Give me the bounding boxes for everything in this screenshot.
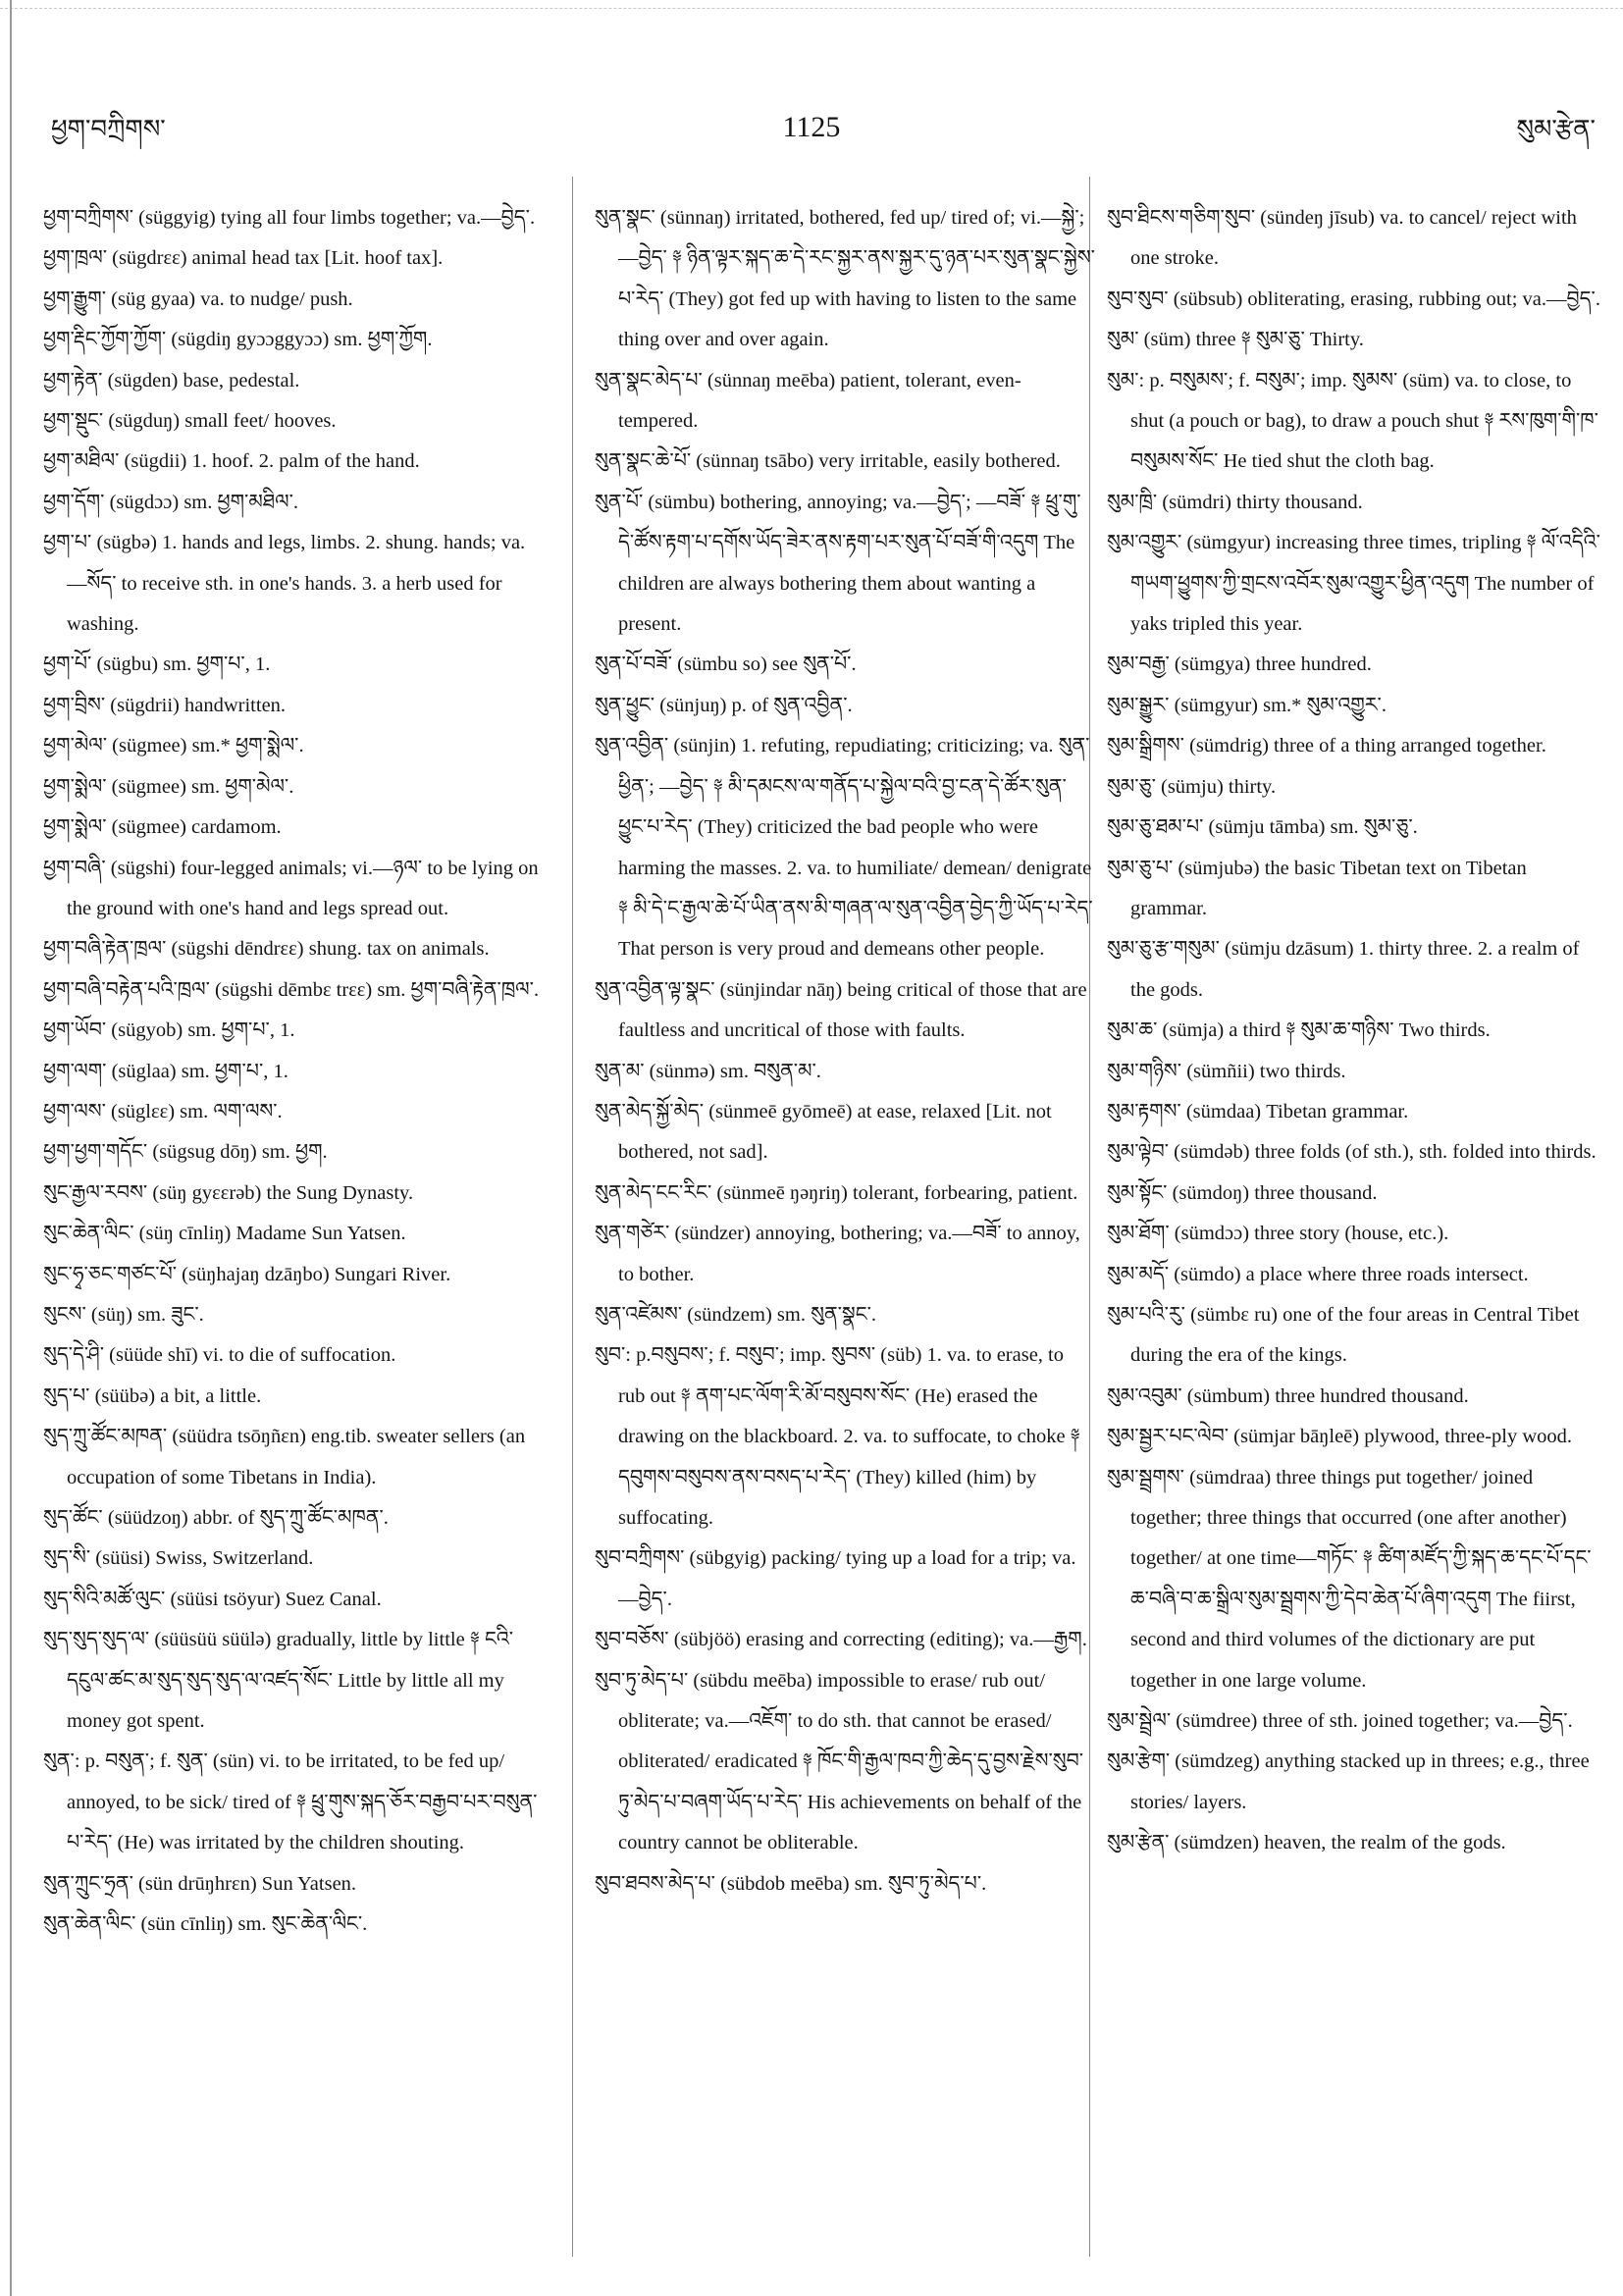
dictionary-entry: ཕྱག་ཁྲལ་ (sügdrεε) animal head tax [Lit. hoof tax]. [43,247,444,270]
dictionary-entry: སུབ་ཐིངས་གཅིག་སུབ་ (sündeŋ jīsub) va. to cancel/ reject with one stroke. [1107,207,1577,270]
dictionary-entry: སུམ་སྦྲེལ་ (sümdree) three of sth. joined together; va.—བྱེད་. [1107,1710,1573,1733]
dictionary-entry: སུབ་བཀྲིགས་ (sübgyig) packing/ tying up a load for a trip; va.—བྱེད་. [595,1547,1076,1610]
dictionary-entry: སུམ་ཅུ་པ་ (sümjubə) the basic Tibetan text on Tibetan grammar. [1107,857,1527,919]
dictionary-entry: ཕྱག་ཡོབ་ (sügyob) sm. ཕྱག་པ་, 1. [43,1019,295,1042]
page-left-edge [10,0,12,2296]
dictionary-entry: སུམ་བརྒྱ་ (sümgya) three hundred. [1107,653,1372,676]
dictionary-entry: སུམ་སྦྲགས་ (sümdraa) three things put together/ joined together; three things that occurred (one after another) together/ at one time—གཏོང་ ༈ ཚིག་མཛོད་ཀྱི་སྐད་ཆ་དང་པོ་དང་ཆ་བཞི་བ་ཆ་སྒྲིལ་སུམ་སྦྲགས་ཀྱི་དེབ་ཆེན་པོ་ཞིག་འདུག The fiirst, second and third volumes of the dictionary are put together in one large volume. [1107,1466,1592,1692]
dictionary-entry: སུབ་: p.བསུབས་; f. བསུབ་; imp. སུབས་ (süb) 1. va. to erase, to rub out ༈ ནག་པང་ལོག་རི་མོ་བསུབས་སོང་ (He) erased the drawing on the blackboard. 2. va. to suffocate, to choke ༈ དབུགས་བསུབས་ནས་བསད་པ་རེད་ (They) killed (him) by suffocating. [595,1344,1080,1529]
dictionary-entry: སུན་སྣང་ (sünnaŋ) irritated, bothered, fed up/ tired of; vi.—སྐྱེ་; —བྱེད་ ༈ ཉིན་ལྟར་སྐད་ཆ་དེ་རང་སྐྱར་ནས་སྐྱར་དུ་ཉན་པར་སུན་སྣང་སྐྱེས་པ་རེད་ (They) got fed up with having to listen to the same thing over and over again. [595,207,1095,351]
dictionary-entry: སུམ་སྟོང་ (sümdoŋ) three thousand. [1107,1181,1378,1204]
dictionary-entry: སུབ་ཐབས་མེད་པ་ (sübdob meēba) sm. སུབ་ཏུ་མེད་པ་. [595,1872,987,1895]
dictionary-entry: སུམ་སྒྱུར་ (sümgyur) sm.* སུམ་འགྱུར་. [1107,694,1387,716]
dictionary-entry: སུམ་འབུམ་ (sümbum) three hundred thousand. [1107,1384,1469,1407]
dictionary-entry: ཕྱག་ཕྱག་གདོང་ (sügsug dōŋ) sm. ཕྱག. [43,1141,328,1164]
dictionary-entry: སུན་སྣང་མེད་པ་ (sünnaŋ meēba) patient, tolerant, even-tempered. [595,369,1021,433]
dictionary-entry: སུན་འཛེམས་ (sündzem) sm. སུན་སྣང་. [595,1303,877,1326]
dictionary-entry: སུང་རྒྱལ་རབས་ (süŋ gyεεrəb) the Sung Dynasty. [43,1181,414,1204]
dictionary-entry: སུམ་རྩེན་ (sümdzen) heaven, the realm of the gods. [1107,1832,1506,1854]
dictionary-entry: སུམ་ཐོག་ (sümdɔɔ) three story (house, etc.). [1107,1223,1449,1245]
dictionary-entry: སུམ་: p. བསུམས་; f. བསུམ་; imp. སུམས་ (süm) va. to close, to shut (a pouch or bag), to draw a pouch shut ༈ རས་ཁུག་གི་ཁ་བསུམས་སོང་ He tied shut the cloth bag. [1107,369,1598,473]
dictionary-entry: ཕྱག་བཞི་ (sügshi) four-legged animals; vi.—ཉལ་ to be lying on the ground with one's hand and legs spread out. [43,857,539,919]
dictionary-entry: སུན་ཆེན་ལིང་ (sün cīnliŋ) sm. སུང་ཆེན་ལིང་. [43,1913,368,1936]
dictionary-entry: སུད་ཚོང་ (süüdzoŋ) abbr. of སུད་ཀྲུ་ཚོང་མཁན་. [43,1507,389,1529]
dictionary-entry: སུན་འབྱིན་ལྟ་སྣང་ (sünjindar nāŋ) being critical of those that are faultless and uncritical of those with faults. [595,978,1087,1042]
dictionary-entry: སུན་: p. བསུན་; f. སུན་ (sün) vi. to be irritated, to be fed up/ annoyed, to be sick/ tired of ༈ ཕྲུ་གུས་སྐད་ཅོར་བརྒྱབ་པར་བསུན་པ་རེད་ (He) was irritated by the children shouting. [43,1750,538,1854]
dictionary-entry: སུན་པོ་བཟོ་ (sümbu so) see སུན་པོ་. [595,653,857,676]
dictionary-entry: སུད་སི་ (süüsi) Swiss, Switzerland. [43,1547,314,1570]
dictionary-entry: སུངས་ (süŋ) sm. ཟུང་. [43,1303,204,1326]
dictionary-entry: སུམ་ (süm) three ༈ སུམ་ཅུ་ Thirty. [1107,329,1364,351]
column-middle [595,198,1095,1905]
dictionary-entry: སུབ་བཅོས་ (sübjöö) erasing and correcting (editing); va.—རྒྱག. [595,1629,1087,1651]
guide-word-right: སུམ་རྩེན་ [1516,115,1596,143]
dictionary-entry: སུབ་སུབ་ (sübsub) obliterating, erasing, rubbing out; va.—བྱེད་. [1107,287,1600,310]
dictionary-entry: སུང་ཧྭ་ཅང་གཙང་པོ་ (süŋhajaŋ dzāŋbo) Sungari River. [43,1263,451,1285]
dictionary-entry: ཕྱག་བཞི་རྟེན་ཁྲལ་ (sügshi dēndrεε) shung. tax on animals. [43,938,490,961]
dictionary-entry: སུན་མེད་སྐྱོ་མེད་ (sünmeē gyōmeē) at ease, relaxed [Lit. not bothered, not sad]. [595,1100,1052,1164]
dictionary-entry: སུམ་ཅུ་རྩ་གསུམ་ (sümju dzāsum) 1. thirty three. 2. a realm of the gods. [1107,938,1580,1001]
dictionary-entry: ཕྱག་བཞི་བརྟེན་པའི་ཁྲལ་ (sügshi dēmbε trεε) sm. ཕྱག་བཞི་རྟེན་ཁྲལ་. [43,978,540,1001]
dictionary-entry: སུམ་སྦྱར་པང་ལེབ་ (sümjar bāŋleē) plywood, three-ply wood. [1107,1426,1573,1448]
dictionary-entry: སུམ་ལྟེབ་ (sümdəb) three folds (of sth.), sth. folded into thirds. [1107,1141,1597,1164]
dictionary-entry: ཕྱག་རྒྱུག་ (süg gyaa) va. to nudge/ push. [43,287,353,310]
dictionary-entry: སུམ་མདོ་ (sümdo) a place where three roads intersect. [1107,1263,1529,1285]
guide-word-left: ཕྱག་བཀྲིགས་ [51,115,166,143]
dictionary-entry: སུན་མ་ (sünmə) sm. བསུན་མ་. [595,1060,821,1082]
dictionary-entry: སུམ་འགྱུར་ (sümgyur) increasing three times, tripling ༈ ལོ་འདིའི་གཡག་ཕྱུགས་ཀྱི་གྲངས་འབོར་སུམ་འགྱུར་ཕྱིན་འདུག The number of yaks tripled this year. [1107,532,1600,636]
dictionary-entry: ཕྱག་པོ་ (sügbu) sm. ཕྱག་པ་, 1. [43,653,271,676]
dictionary-entry: སུམ་རྟགས་ (sümdaa) Tibetan grammar. [1107,1100,1409,1122]
dictionary-entry: ཕྱག་ལས་ (süglεε) sm. ལག་ལས་. [43,1100,283,1122]
dictionary-entry: སུམ་ཅུ་ཐམ་པ་ (sümju tāmba) sm. སུམ་ཅུ་. [1107,816,1418,839]
dictionary-entry: ཕྱག་སྨེལ་ (sügmee) sm. ཕྱག་མེལ་. [43,775,294,798]
dictionary-entry: སུན་འབྱིན་ (sünjin) 1. refuting, repudiating; criticizing; va. སུན་ཕྱིན་; —བྱེད་ ༈ མི་དམངས་ལ་གནོད་པ་སྐྱེལ་བའི་བྱ་ངན་དེ་ཚོར་སུན་ཕྱུང་པ་རེད་ (They) criticized the bad people who were harming the masses. 2. va. to humiliate/ demean/ denigrate ༈ མི་དེ་ང་རྒྱལ་ཆེ་པོ་ཡིན་ནས་མི་གཞན་ལ་སུན་འབྱིན་བྱེད་ཀྱི་ཡོད་པ་རེད་ That person is very proud and demeans other people. [595,735,1093,961]
dictionary-entry: སུད་པ་ (süübə) a bit, a little. [43,1384,262,1407]
dictionary-entry: སུད་དེ་ཤི་ (süüde shī) vi. to die of suffocation. [43,1344,396,1367]
dictionary-entry: སུང་ཆེན་ལིང་ (süŋ cīnliŋ) Madame Sun Yatsen. [43,1223,406,1245]
dictionary-entry: ཕྱག་མེལ་ (sügmee) sm.* ཕྱག་སྨེལ་. [43,735,304,757]
dictionary-entry: སུམ་སྒྲིགས་ (sümdrig) three of a thing arranged together. [1107,735,1546,757]
dictionary-entry: སུན་སྣང་ཆེ་པོ་ (sünnaŋ tsābo) very irritable, easily bothered. [595,450,1061,473]
column-right [1107,198,1605,1864]
dictionary-entry: སུམ་ཆ་ (sümja) a third ༈ སུམ་ཆ་གཉིས་ Two thirds. [1107,1019,1491,1042]
dictionary-entry: སུམ་ཅུ་ (sümju) thirty. [1107,775,1277,798]
dictionary-entry: སུད་སིའི་མཚོ་ལུང་ (süüsi tsöyur) Suez Canal. [43,1588,382,1610]
dictionary-entry: སུམ་རྩེག་ (sümdzeg) anything stacked up in threes; e.g., three stories/ layers. [1107,1750,1590,1813]
dictionary-entry: ཕྱག་མཐིལ་ (sügdii) 1. hoof. 2. palm of the hand. [43,450,420,473]
dictionary-entry: སུན་ཀྲུང་ཧྲན་ (sün drūŋhrεn) Sun Yatsen. [43,1872,357,1895]
dictionary-entry: ཕྱག་སྡུང་ (sügduŋ) small feet/ hooves. [43,410,337,433]
dictionary-entry: སུམ་པའི་རུ་ (sümbε ru) one of the four areas in Central Tibet during the era of the kings. [1107,1303,1580,1367]
column-divider [572,177,573,2257]
dictionary-entry: ཕྱག་ལག་ (süglaa) sm. ཕྱག་པ་, 1. [43,1060,288,1082]
dictionary-entry: སུམ་གཉིས་ (sümñii) two thirds. [1107,1060,1346,1082]
dictionary-entry: ཕྱག་རྡིང་ཀྱོག་ཀྱོག་ (sügdiŋ gyɔɔggyɔɔ) sm. ཕྱག་ཀྱོག. [43,329,433,351]
column-left [43,198,544,1945]
dictionary-entry: ཕྱག་རྟེན་ (sügden) base, pedestal. [43,369,300,391]
dictionary-entry: ཕྱག་པ་ (sügbə) 1. hands and legs, limbs. 2. shung. hands; va.—སོད་ to receive sth. in one's hands. 3. a herb used for washing. [43,532,526,636]
page-top-edge [0,8,1623,9]
dictionary-entry: སུན་ཕྱུང་ (sünjuŋ) p. of སུན་འབྱིན་. [595,694,853,716]
page-number: 1125 [782,111,841,143]
dictionary-entry: སུབ་ཏུ་མེད་པ་ (sübdu meēba) impossible to erase/ rub out/ obliterate; va.—འཇོག་ to do sth. that cannot be erased/ obliterated/ eradicated ༈ ཁོང་གི་རྒྱལ་ཁབ་ཀྱི་ཆེད་དུ་བྱས་རྗེས་སུབ་ཏུ་མེད་པ་བཞག་ཡོད་པ་རེད་ His achievements on behalf of the country cannot be obliterable. [595,1669,1084,1854]
dictionary-entry: སུན་གཙེར་ (sündzer) annoying, bothering; va.—བཟོ་ to annoy, to bother. [595,1223,1080,1285]
dictionary-entry: ཕྱག་བྲིས་ (sügdrii) handwritten. [43,694,287,716]
dictionary-entry: ཕྱག་དོག་ (sügdɔɔ) sm. ཕྱག་མཐིལ་. [43,491,299,513]
dictionary-entry: སུན་མེད་ངང་རིང་ (sünmeē ŋəŋriŋ) tolerant, forbearing, patient. [595,1181,1078,1204]
dictionary-entry: སུམ་ཁྲི་ (sümdri) thirty thousand. [1107,491,1363,513]
dictionary-entry: ཕྱག་སྨེལ་ (sügmee) cardamom. [43,816,282,839]
dictionary-entry: སུད་ཀྲུ་ཚོང་མཁན་ (süüdra tsōŋñεn) eng.tib. sweater sellers (an occupation of some Tibetans in India). [43,1426,526,1488]
dictionary-entry: ཕྱག་བཀྲིགས་ (süggyig) tying all four limbs together; va.—བྱེད་. [43,207,536,229]
dictionary-entry: སུན་པོ་ (sümbu) bothering, annoying; va.—བྱེད་; —བཟོ་ ༈ ཕྲུ་གུ་དེ་ཚོས་རྟག་པ་དགོས་ཡོད་ཟེར་ནས་རྟག་པར་སུན་པོ་བཟོ་གི་འདུག The children are always bothering them about wanting a present. [595,491,1081,636]
dictionary-entry: སུད་སུད་སུད་ལ་ (süüsüü süülə) gradually, little by little ༈ ངའི་དངུལ་ཚང་མ་སུད་སུད་སུད་ལ་འཛད་སོང་ Little by little all my money got spent. [43,1629,514,1733]
